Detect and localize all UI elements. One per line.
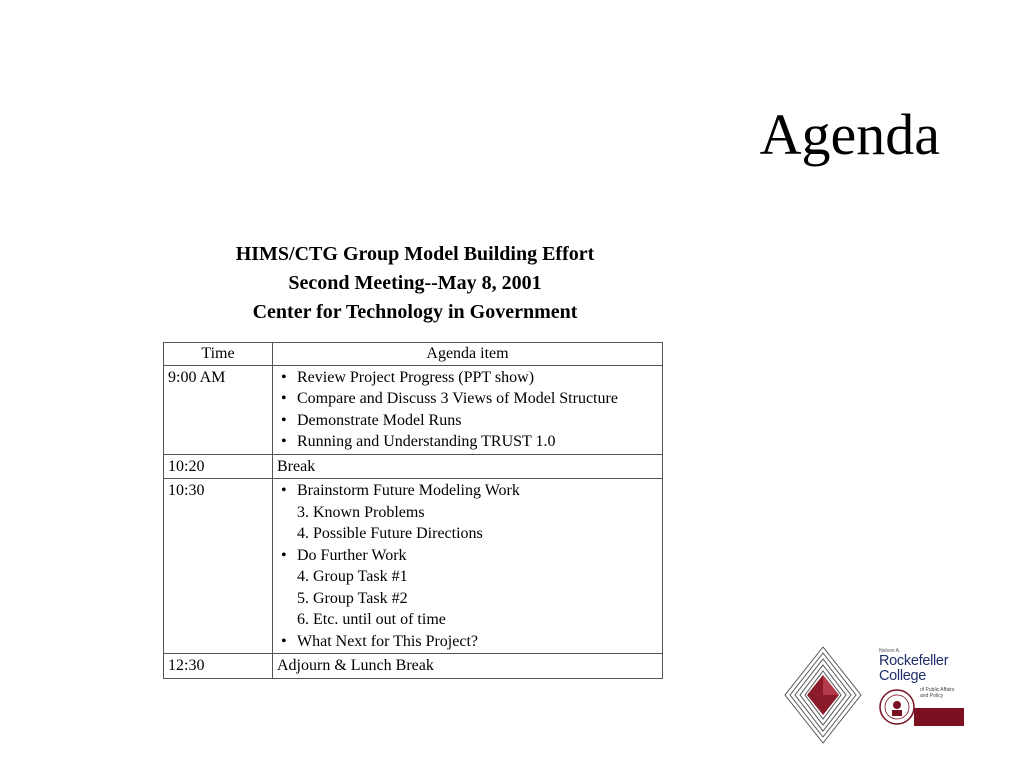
agenda-item: • Demonstrate Model Runs [277, 410, 658, 432]
logo-college-name [879, 654, 948, 684]
diamond-logo-icon [783, 645, 863, 745]
agenda-item: • Review Project Progress (PPT show) [277, 367, 658, 389]
heading-line-1: HIMS/CTG Group Model Building Effort [235, 243, 595, 265]
header-agenda-item: Agenda item [273, 343, 663, 366]
agenda-item: 3. Known Problems [297, 503, 425, 521]
heading-line-3: Center for Technology in Government [252, 301, 578, 323]
agenda-item: • What Next for This Project? [277, 631, 658, 653]
agenda-item: 5. Group Task #2 [297, 589, 408, 607]
table-row [164, 454, 663, 479]
logo-name-line-1: Rockefeller [879, 653, 949, 669]
header-time: Time [164, 343, 273, 366]
logo-sub-line-2: and Policy [920, 693, 944, 699]
agenda-item-list [277, 480, 658, 652]
agenda-item-cell [273, 479, 663, 654]
agenda-item-cell [273, 454, 663, 479]
agenda-item-list [277, 456, 658, 478]
agenda-item-list [277, 655, 658, 677]
slide-title: Agenda [759, 102, 940, 167]
logo-sub-line-1: of Public Affairs [920, 687, 955, 693]
agenda-item: 4. Group Task #1 [297, 568, 408, 585]
table-row [164, 654, 663, 679]
document-heading [150, 240, 680, 327]
college-seal-icon [878, 688, 916, 726]
agenda-item: • Compare and Discuss 3 Views of Model Structure [277, 388, 658, 410]
agenda-item-cell [273, 654, 663, 679]
logo-subtitle [920, 687, 954, 699]
agenda-item: • Running and Understanding TRUST 1.0 [277, 431, 658, 453]
logo-accent-bar [914, 708, 964, 726]
agenda-item: 6. Etc. until out of time [297, 611, 446, 628]
time-cell: 10:30 [164, 479, 273, 654]
heading-line-2: Second Meeting--May 8, 2001 [288, 272, 542, 294]
agenda-item-cell [273, 365, 663, 454]
time-cell: 12:30 [164, 654, 273, 679]
table-header-row [164, 343, 663, 366]
time-cell: 9:00 AM [164, 365, 273, 454]
agenda-item: • Brainstorm Future Modeling Work [277, 480, 658, 502]
time-cell: 10:20 [164, 454, 273, 479]
agenda-item: Break [277, 457, 316, 475]
agenda-body [164, 365, 663, 678]
agenda-item: Adjourn & Lunch Break [277, 657, 434, 674]
agenda-item: 4. Possible Future Directions [297, 525, 483, 542]
rockefeller-college-logo [878, 646, 964, 728]
logo-name-line-2: College [879, 668, 927, 684]
table-row [164, 479, 663, 654]
agenda-item: • Do Further Work [277, 545, 658, 567]
agenda-table [163, 342, 663, 679]
logo-small-text: Nelson A. [879, 648, 901, 654]
agenda-item-list [277, 367, 658, 453]
table-row [164, 365, 663, 454]
